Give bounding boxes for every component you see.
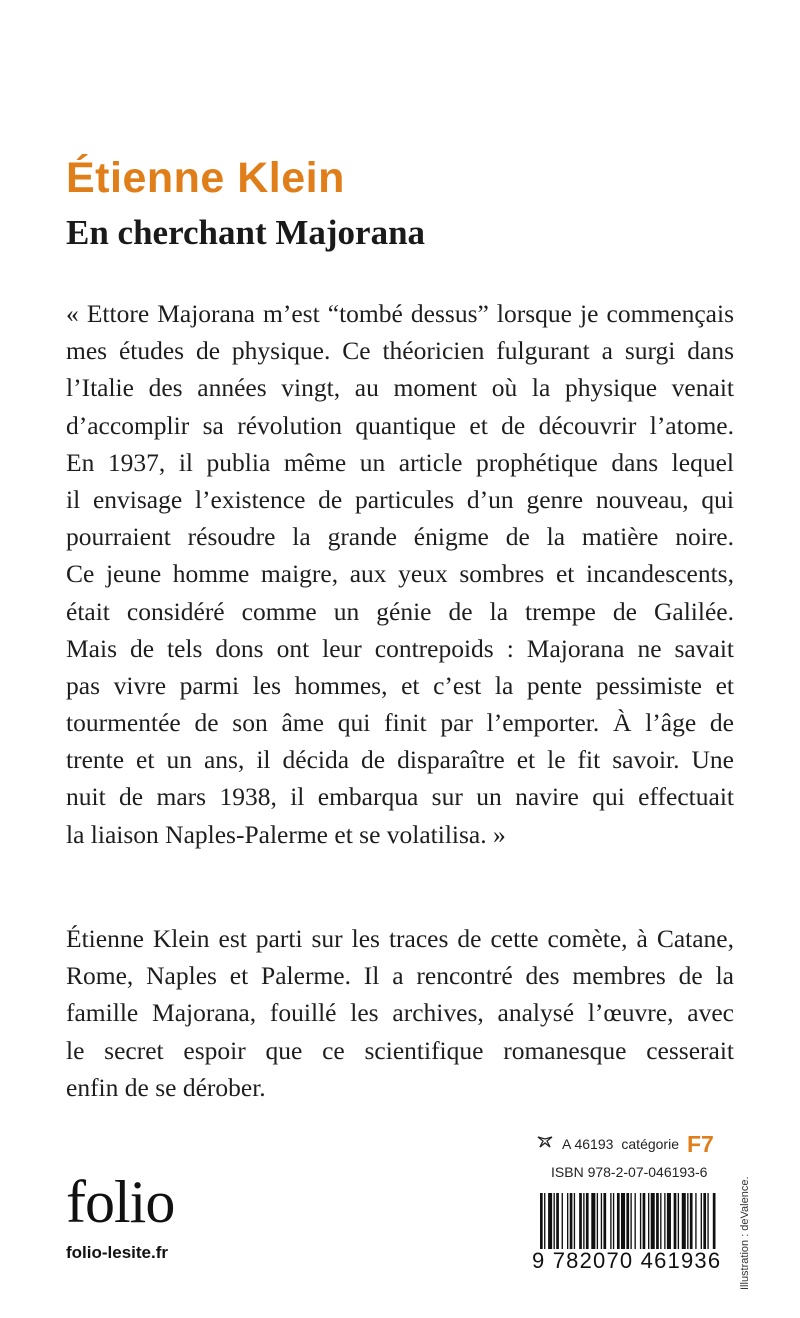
- bio-line: enfin de se dérober.: [66, 1072, 266, 1102]
- barcode-bar: [567, 1193, 568, 1249]
- barcode-bar: [635, 1193, 636, 1249]
- quote-line: d’accomplir sa révolution quantique et de découvrir l’atome.: [66, 410, 734, 440]
- barcode-bar: [656, 1193, 659, 1249]
- barcode-bar: [562, 1193, 563, 1249]
- illustration-credit: Illustration : deValence.: [739, 1176, 751, 1290]
- barcode-bar: [640, 1193, 641, 1249]
- quote-line: était considéré comme un génie de la trempe de Galilée.: [66, 596, 734, 626]
- barcode-bar: [678, 1193, 679, 1249]
- barcode-bar: [664, 1193, 665, 1249]
- barcode-bar: [583, 1193, 584, 1249]
- quote-line: Ce jeune homme maigre, aux yeux sombres et incandescents,: [66, 559, 734, 589]
- quote-line: nuit de mars 1938, il embarqua sur un navire qui effectuait: [66, 782, 734, 812]
- category-code: F7: [686, 1131, 714, 1157]
- author-name: Étienne Klein: [66, 154, 345, 202]
- bio-line: le secret espoir que ce scientifique romanesque cesserait: [66, 1035, 734, 1065]
- book-title: En cherchant Majorana: [66, 213, 426, 252]
- publisher-website: folio-lesite.fr: [66, 1243, 169, 1262]
- barcode-bar: [707, 1193, 708, 1249]
- barcode-bar: [617, 1193, 620, 1249]
- quote-line: mes études de physique. Ce théoricien fulgurant a surgi dans: [66, 336, 734, 366]
- category-label: catégorie: [621, 1136, 679, 1152]
- barcode-bar: [554, 1193, 555, 1249]
- bio-line: famille Majorana, fouillé les archives, analysé l’œuvre, avec: [66, 998, 734, 1028]
- barcode-bar: [601, 1193, 602, 1249]
- barcode-bar: [651, 1193, 655, 1249]
- barcode-bar: [610, 1193, 611, 1249]
- blurb-quote: [66, 295, 734, 853]
- barcode-bar: [574, 1193, 575, 1249]
- barcode-bar: [613, 1193, 614, 1249]
- barcode-bar: [630, 1193, 631, 1249]
- barcode-bar: [687, 1193, 688, 1249]
- isbn: ISBN 978-2-07-046193-6: [551, 1164, 708, 1180]
- barcode-bar: [690, 1193, 693, 1249]
- barcode-bar: [701, 1193, 702, 1249]
- quote-line: l’Italie des années vingt, au moment où la physique venait: [66, 373, 734, 403]
- barcode-bar: [544, 1193, 545, 1249]
- bio-line: Rome, Naples et Palerme. Il a rencontré des membres de la: [66, 961, 734, 991]
- barcode-bar: [548, 1193, 552, 1249]
- barcode-bar: [540, 1193, 543, 1249]
- barcode-bar: [597, 1193, 598, 1249]
- barcode-bar: [570, 1193, 573, 1249]
- barcode-bar: [586, 1193, 589, 1249]
- catalog-code: A 46193: [562, 1136, 614, 1152]
- folio-bird-icon: [536, 1133, 554, 1156]
- quote-line: En 1937, il publia même un article prophétique dans lequel: [66, 447, 734, 477]
- barcode-bar: [674, 1193, 677, 1249]
- quote-line: « Ettore Majorana m’est “tombé dessus” lorsque je commençais: [66, 299, 734, 328]
- bio-line: Étienne Klein est parti sur les traces de cette comète, à Catane,: [66, 924, 734, 953]
- catalog-info: [536, 1132, 714, 1156]
- barcode-bar: [682, 1193, 686, 1249]
- quote-line: la liaison Naples-Palerme et se volatilisa. »: [66, 819, 506, 849]
- barcode-bar: [621, 1193, 625, 1249]
- barcode-bar: [703, 1193, 706, 1249]
- barcode-bar: [695, 1193, 696, 1249]
- quote-line: pourraient résoudre la grande énigme de la matière noire.: [66, 522, 734, 552]
- author-bio: [66, 920, 734, 1106]
- barcode-digits: 9 782070 461936: [532, 1248, 722, 1273]
- quote-line: il envisage l’existence de particules d’un genre nouveau, qui: [66, 484, 734, 514]
- barcode-bar: [660, 1193, 661, 1249]
- barcode-bar: [556, 1193, 559, 1249]
- barcode-bar: [643, 1193, 646, 1249]
- barcode-bar: [603, 1193, 606, 1249]
- quote-line: pas vivre parmi les hommes, et c’est la pente pessimiste et: [66, 670, 734, 700]
- barcode-bar: [579, 1193, 582, 1249]
- quote-line: tourmentée de son âme qui finit par l’emporter. À l’âge de: [66, 708, 734, 738]
- barcode-bar: [648, 1193, 649, 1249]
- barcode-bar: [626, 1193, 629, 1249]
- quote-line: Mais de tels dons ont leur contrepoids : Majorana ne savait: [66, 633, 734, 663]
- quote-line: trente et un ans, il décida de disparaître et le fit savoir. Une: [66, 745, 734, 775]
- publisher-logo: folio: [66, 1169, 175, 1235]
- barcode-bar: [713, 1193, 716, 1249]
- barcode-bar: [667, 1193, 671, 1249]
- barcode-bar: [591, 1193, 595, 1249]
